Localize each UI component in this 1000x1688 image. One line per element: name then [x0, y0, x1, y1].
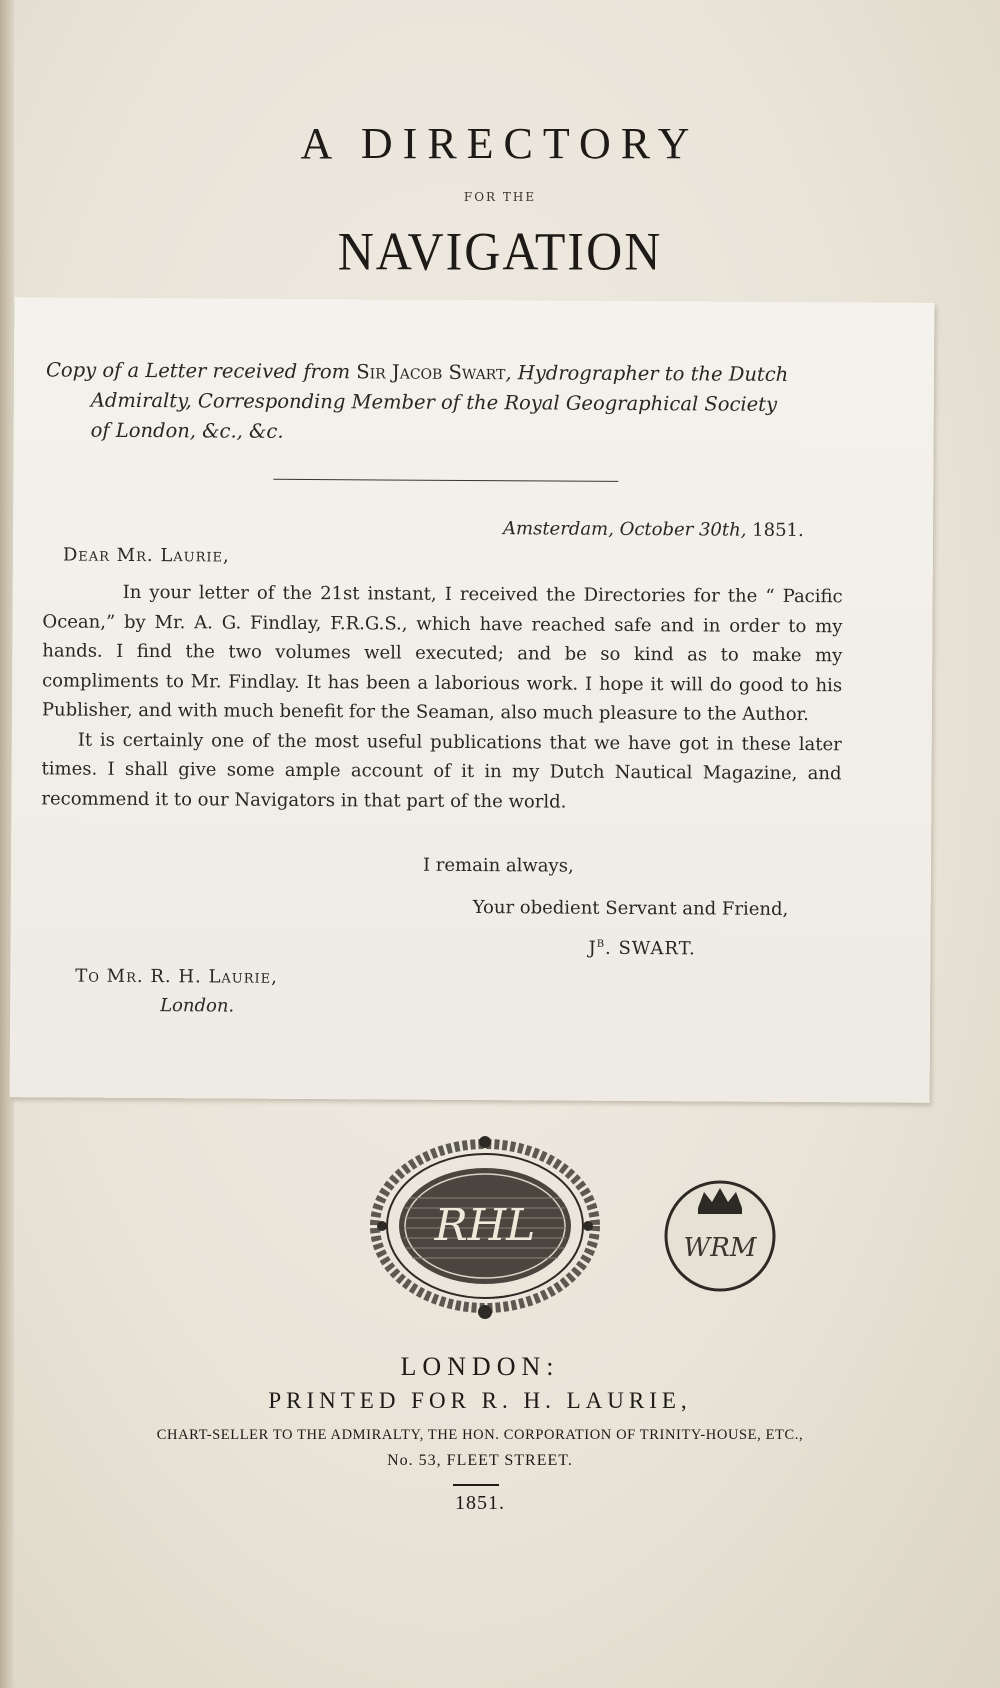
- addressee: To Mr. R. H. Laurie,: [75, 965, 278, 988]
- closing-servant: Your obedient Servant and Friend,: [472, 897, 789, 920]
- letter-heading: [46, 355, 847, 450]
- pasted-letter-slip: [10, 297, 935, 1103]
- imprint-description: CHART-SELLER TO THE ADMIRALTY, THE HON. CORPORATION OF TRINITY-HOUSE, ETC.,: [156, 1427, 804, 1443]
- signature-name: . SWART.: [604, 937, 696, 960]
- letter-paragraph-1: In your letter of the 21st instant, I received the Directories for the “ Pacific Ocean,” by Mr. A. G. Findlay, F.R.G.S., which have reached safe and in order to my hands. I find the two volumes well executed; and be so kind as to make my compliments to Mr. Findlay. It has been a laborious work. I hope it will do good to his Publisher, and with much benefit for the Seaman, also much pleasure to the Author.: [41, 581, 843, 726]
- publisher-wreath-monogram-icon: [360, 1128, 610, 1328]
- addressee-city: London.: [160, 995, 235, 1017]
- signature-sup: B: [596, 938, 606, 950]
- heading-line3: of London, &c., &c.: [90, 418, 284, 443]
- library-crown-stamp-icon: [660, 1174, 780, 1294]
- heading-part1: Copy of a Letter received from: [45, 358, 357, 384]
- heading-sender: Sir Jacob Swart: [356, 360, 506, 385]
- heading-part2: , Hydrographer to the Dutch: [505, 361, 789, 386]
- imprint-city: LONDON:: [400, 1352, 560, 1381]
- letter-paragraph-2: It is certainly one of the most useful publications that we have got in these later times. I shall give some ample account of it in my Dutch Nautical Magazine, and recommend it to our Navigators in that part of the world.: [41, 729, 842, 813]
- heading-divider: [273, 479, 618, 482]
- title-line-navigation: NAVIGATION: [337, 220, 663, 282]
- salutation: Dear Mr. Laurie,: [62, 544, 230, 567]
- date-place: Amsterdam, October 30th,: [502, 518, 747, 541]
- closing-remain: I remain always,: [422, 854, 574, 877]
- date-year: 1851.: [752, 519, 804, 542]
- signature: [588, 938, 695, 960]
- title-line-directory: A DIRECTORY: [300, 119, 700, 168]
- imprint-printed-for: PRINTED FOR R. H. LAURIE,: [268, 1388, 692, 1413]
- imprint-address: No. 53, FLEET STREET.: [387, 1452, 573, 1469]
- signature-initial: J: [588, 937, 597, 959]
- svg-text:WRM: WRM: [683, 1233, 757, 1263]
- year-rule: [453, 1484, 499, 1486]
- svg-text:RHL: RHL: [434, 1200, 536, 1251]
- imprint-year: 1851.: [455, 1492, 505, 1514]
- letter-body: [41, 577, 842, 818]
- title-line-for-the: FOR THE: [463, 190, 537, 204]
- heading-line2: Admiralty, Corresponding Member of the Royal Geographical Society: [90, 388, 778, 416]
- letter-date: [503, 518, 804, 541]
